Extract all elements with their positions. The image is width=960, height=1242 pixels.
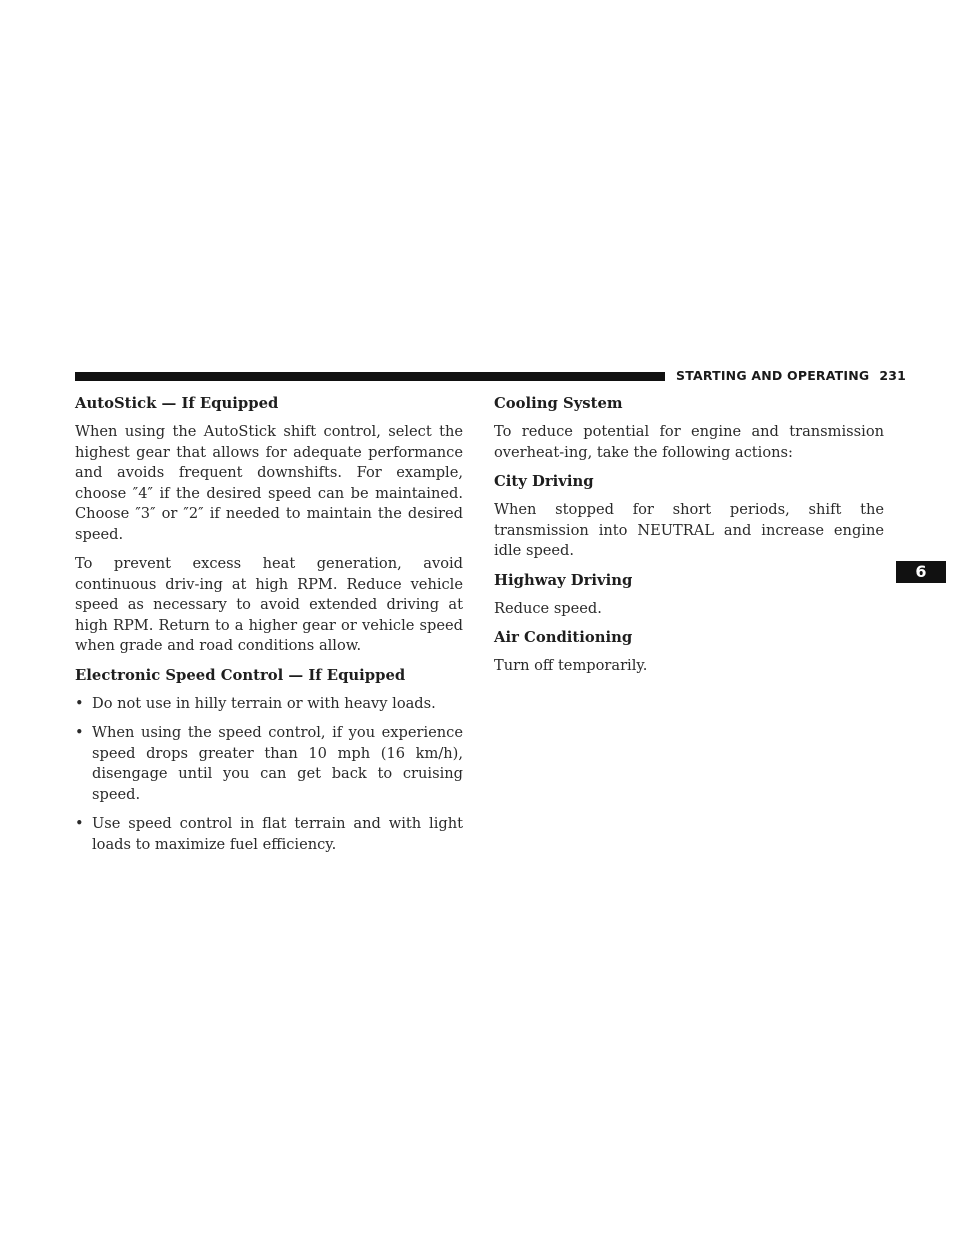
left-column [75,394,463,864]
highway-driving-text: Reduce speed. [494,599,602,617]
city-driving-heading: City Driving [494,473,594,490]
right-column [494,394,884,686]
section-title: STARTING AND OPERATING [676,368,870,383]
air-conditioning-heading: Air Conditioning [494,629,633,646]
bullet-icon: • [75,815,84,832]
list-item [75,723,463,805]
list-item-text: When using the speed control, if you experience speed drops greater than 10 mph (16 km/h), disengage until you can get back to cruising speed. [92,724,463,803]
list-item [75,694,463,715]
autostick-paragraph-2: To prevent excess heat generation, avoid continuous driv-ing at high RPM. Reduce vehicle speed as necessary to avoid extended driving at high RPM. Return to a higher gear or vehicle speed when grade and road conditions allow. [75,555,463,654]
page-number: 231 [879,368,907,383]
autostick-heading: AutoStick — If Equipped [75,395,279,412]
running-header [676,368,906,383]
bullet-icon: • [75,724,84,741]
cooling-system-text: To reduce potential for engine and transmission overheat-ing, take the following actions: [494,423,884,461]
chapter-tab: 6 [896,561,946,583]
air-conditioning-text: Turn off temporarily. [494,657,648,674]
list-item [75,814,463,855]
list-item-text: Use speed control in flat terrain and with light loads to maximize fuel efficiency. [92,815,463,853]
autostick-paragraph-1: When using the AutoStick shift control, select the highest gear that allows for adequate performance and avoids frequent downshifts. For example, choose ″4″ if the desired speed can be maintained. Choose ″3″ or ″2″ if needed to maintain the desired speed. [75,423,463,543]
list-item-text: Do not use in hilly terrain or with heavy loads. [92,694,436,712]
highway-driving-heading: Highway Driving [494,571,633,589]
speed-control-heading: Electronic Speed Control — If Equipped [75,666,406,684]
speed-control-list [75,694,463,856]
cooling-system-heading: Cooling System [494,395,623,412]
header-rule [75,372,665,381]
bullet-icon: • [75,694,84,712]
city-driving-text: When stopped for short periods, shift the transmission into NEUTRAL and increase engine idle speed. [494,501,884,559]
